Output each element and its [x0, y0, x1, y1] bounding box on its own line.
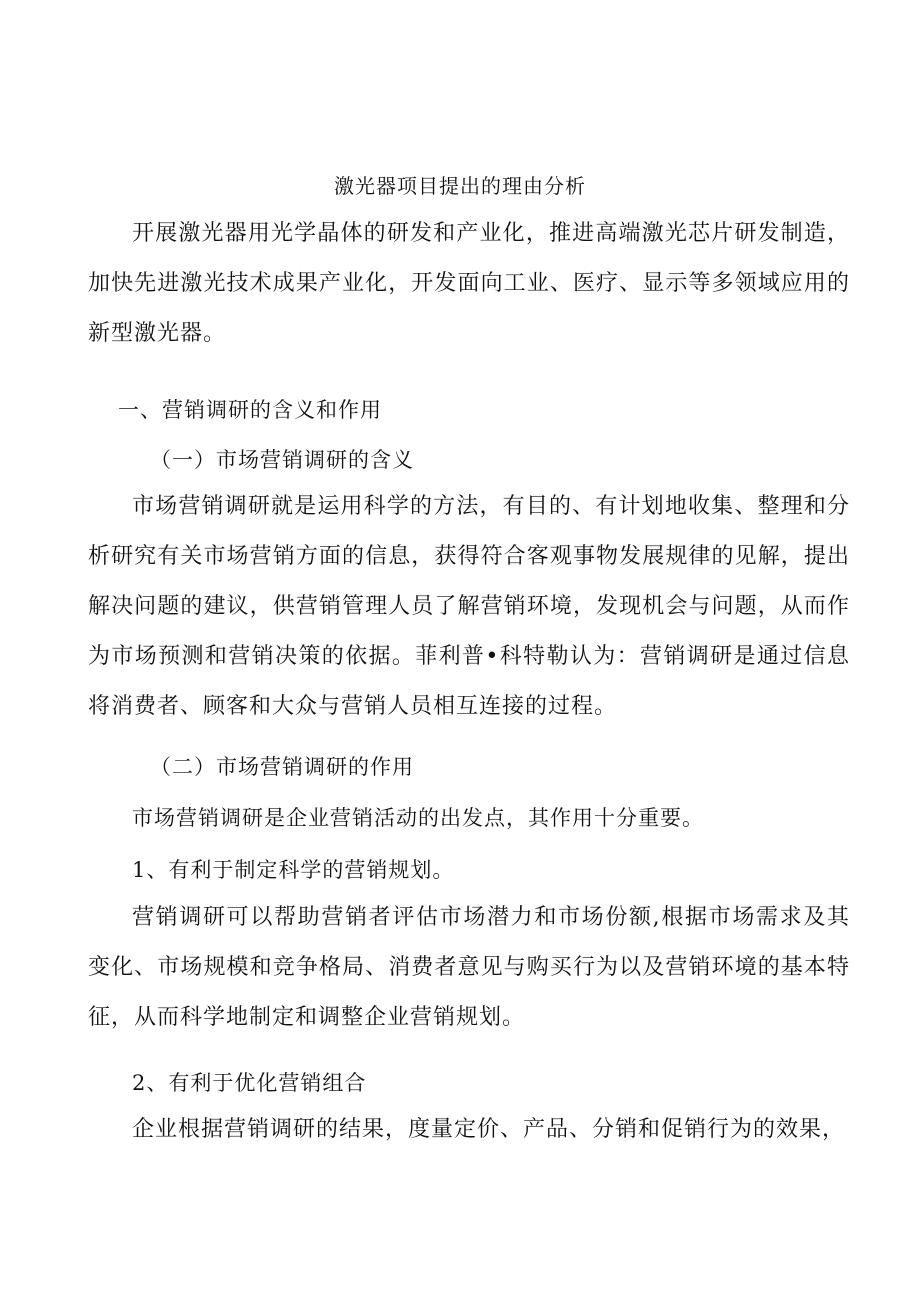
point-1-title: 1、有利于制定科学的营销规划。 [132, 858, 455, 882]
subsection-heading-role: （二）市场营销调研的作用 [150, 755, 414, 779]
meaning-paragraph: 市场营销调研就是运用科学的方法，有目的、有计划地收集、整理和分析研究有关市场营销方面的信息，获得符合客观事物发展规律的见解，提出解决问题的建议，供营销管理人员了解营销环境，发现机会与问题，从而作为市场预测和营销决策的依据。菲利普•科特勒认为：营销调研是通过信息将消费者、顾客和大众与营销人员相互连接的过程。 [88, 494, 850, 719]
point-1-paragraph: 营销调研可以帮助营销者评估市场潜力和市场份额,根据市场需求及其变化、市场规模和竞争格局、消费者意见与购买行为以及营销环境的基本特征，从而科学地制定和调整企业营销规划。 [88, 905, 850, 1030]
intro-paragraph: 开展激光器用光学晶体的研发和产业化，推进高端激光芯片研发制造，加快先进激光技术成果产业化，开发面向工业、医疗、显示等多领域应用的新型激光器。 [88, 221, 850, 346]
point-2-paragraph: 企业根据营销调研的结果，度量定价、产品、分销和促销行为的效果， [132, 1117, 846, 1142]
role-lead-sentence: 市场营销调研是企业营销活动的出发点，其作用十分重要。 [132, 806, 704, 830]
section-heading: 一、营销调研的含义和作用 [118, 398, 382, 422]
point-2-title: 2、有利于优化营销组合 [132, 1071, 367, 1095]
subsection-heading-meaning: （一）市场营销调研的含义 [150, 448, 414, 472]
document-title: 激光器项目提出的理由分析 [334, 174, 586, 198]
